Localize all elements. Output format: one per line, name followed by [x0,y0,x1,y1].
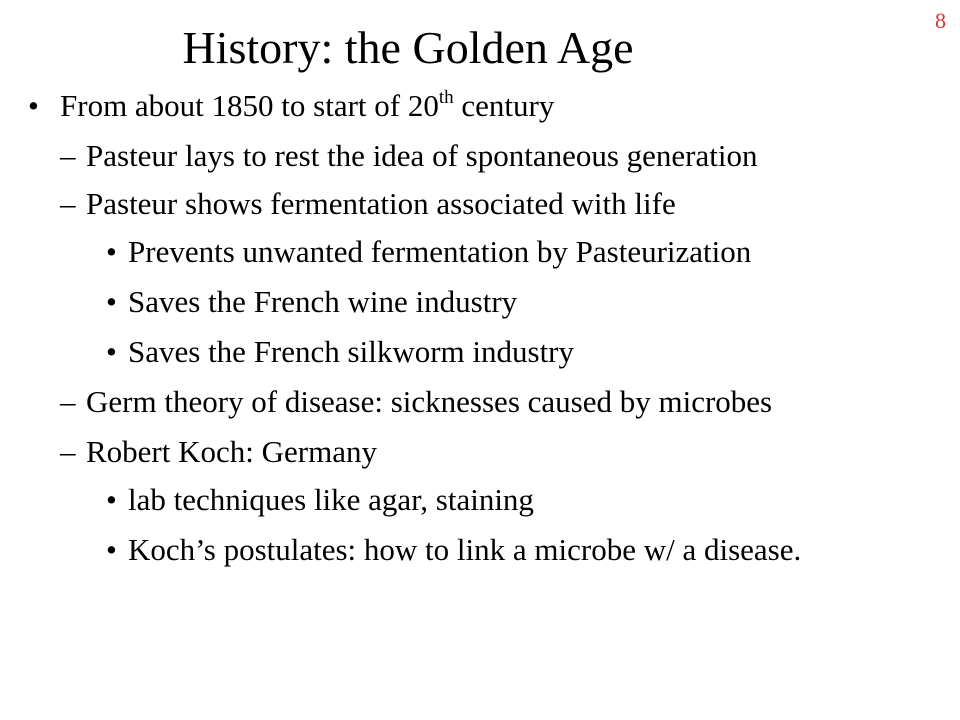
bullet-marker: • [106,284,117,319]
bullet-marker: • [28,88,39,123]
bullet-text: Prevents unwanted fermentation by Pasteurization [128,234,752,269]
bullet-text-suffix: century [453,88,555,123]
bullet-text: Saves the French silkworm industry [128,334,575,369]
bullet-level-3 [106,232,751,272]
bullet-marker: • [106,334,117,369]
bullet-text: lab techniques like agar, staining [128,482,534,517]
bullet-marker: • [106,234,117,269]
dash-marker: – [60,138,76,173]
page-number: 8 [935,8,946,33]
bullet-level-2 [60,184,676,224]
slide-title: History: the Golden Age [182,22,634,73]
bullet-text: Pasteur shows fermentation associated with life [86,186,676,221]
superscript: th [438,87,454,108]
bullet-level-1 [28,86,554,126]
bullet-level-3 [106,530,801,570]
bullet-level-2 [60,382,772,422]
bullet-text: From about 1850 to start of 20 [60,88,439,123]
bullet-level-2 [60,136,757,176]
bullet-level-3 [106,480,534,520]
bullet-text: Saves the French wine industry [128,284,518,319]
bullet-text: Pasteur lays to rest the idea of spontaneous generation [86,138,758,173]
bullet-text: Germ theory of disease: sicknesses caused by microbes [86,384,773,419]
bullet-marker: • [106,532,117,567]
bullet-level-3 [106,282,517,322]
dash-marker: – [60,434,76,469]
dash-marker: – [60,384,76,419]
bullet-level-2 [60,432,377,472]
bullet-level-3 [106,332,574,372]
bullet-marker: • [106,482,117,517]
dash-marker: – [60,186,76,221]
bullet-text: Robert Koch: Germany [86,434,377,469]
bullet-text: Koch’s postulates: how to link a microbe w/ a disease. [128,532,802,567]
